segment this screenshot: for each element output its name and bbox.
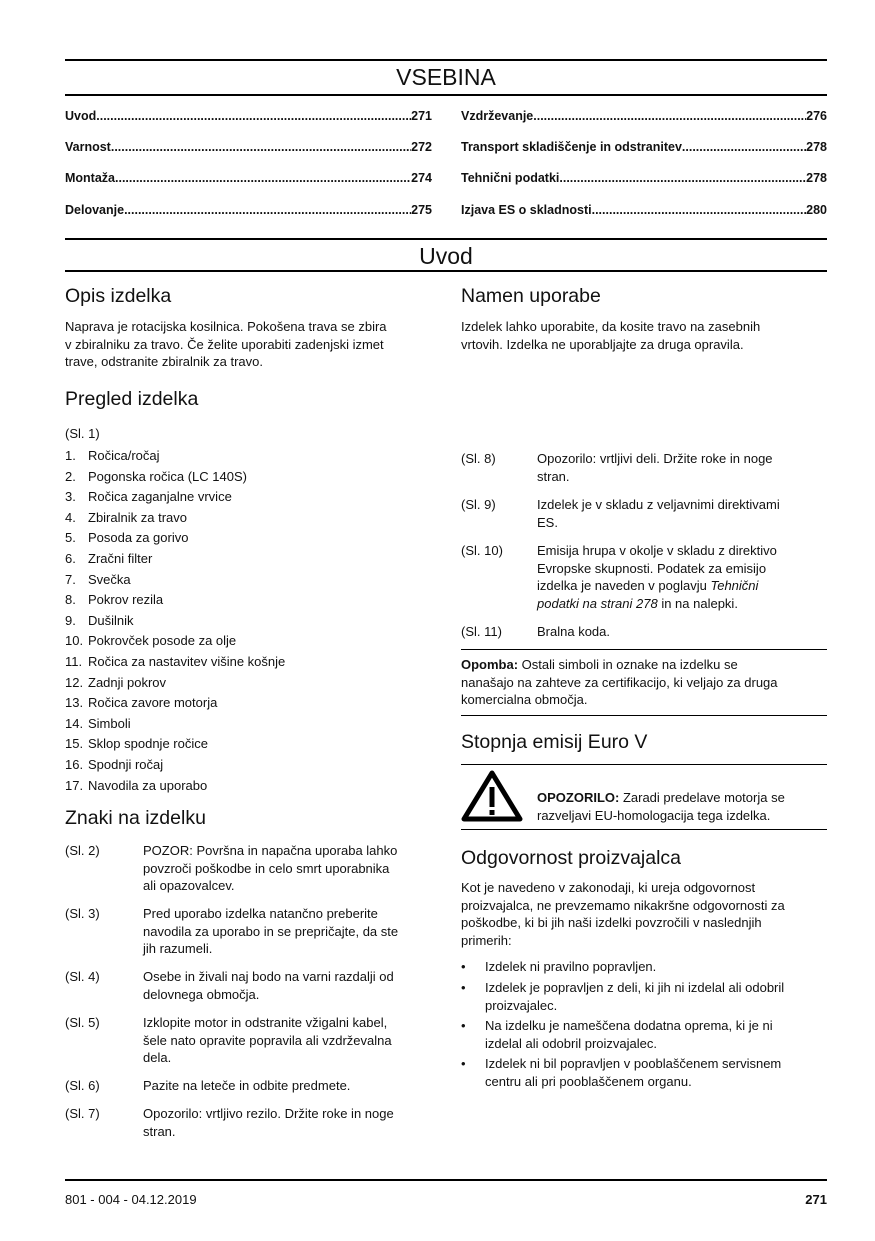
list-item: 12. Zadnji pokrov	[65, 674, 167, 690]
list-item: 7. Svečka	[65, 571, 131, 587]
symbol-row: (Sl. 6) Pazite na leteče in odbite predmete.	[65, 1078, 351, 1093]
footer-rule	[65, 1179, 827, 1181]
toc-entry-varnost[interactable]: Varnost ..... 272	[65, 140, 432, 154]
toc-entry-tehnicni[interactable]: Tehnični podatki ..... 278	[461, 171, 827, 185]
opomba-rule-top	[461, 649, 827, 650]
symbol-row: (Sl. 11) Bralna koda.	[461, 624, 610, 639]
toc-entry-uvod[interactable]: Uvod ..... 271	[65, 109, 432, 123]
opis-heading: Opis izdelka	[65, 285, 172, 307]
list-item: 14. Simboli	[65, 715, 131, 731]
namen-heading: Namen uporabe	[461, 285, 601, 307]
top-rule	[65, 59, 827, 61]
opomba-note: Opomba: Ostali simboli in oznake na izdelku se nanašajo na zahteve za certifikacijo, ki veljajo za druga komercialna območja.	[461, 657, 778, 707]
namen-text: Izdelek lahko uporabite, da kosite travo na zasebnih vrtovih. Izdelka ne uporabljajte za druga opravila.	[461, 319, 761, 352]
symbol-row: (Sl. 9) Izdelek je v skladu z veljavnimi direktivami ES.	[461, 497, 780, 530]
list-item: 17. Navodila za uporabo	[65, 777, 208, 793]
euro-heading: Stopnja emisij Euro V	[461, 731, 648, 753]
list-item: 5. Posoda za gorivo	[65, 530, 189, 546]
symbol-row: (Sl. 3) Pred uporabo izdelka natančno preberite navodila za uporabo in se prepričajte, da ste jih razumeli.	[65, 906, 399, 956]
page-number: 271	[805, 1192, 827, 1207]
toc-entry-montaza[interactable]: Montaža ..... 274	[65, 171, 432, 185]
list-item: 10. Pokrovček posode za olje	[65, 633, 237, 649]
warning-rule-bottom	[461, 829, 827, 830]
toc-title: VSEBINA	[396, 64, 496, 90]
toc-entry-delovanje[interactable]: Delovanje ..... 275	[65, 203, 432, 217]
list-item: 13. Ročica zavore motorja	[65, 695, 218, 711]
symbol-row: (Sl. 4) Osebe in živali naj bodo na varni razdalji od delovnega območja.	[65, 969, 394, 1002]
list-item: 15. Sklop spodnje ročice	[65, 736, 208, 752]
opis-text: Naprava je rotacijska kosilnica. Pokošena trava se zbira v zbiralniku za travo. Če želite uporabiti zadenjski izmet trave, odstranite zbiralnik za travo.	[65, 319, 387, 369]
symbol-row: (Sl. 7) Opozorilo: vrtljivo rezilo. Držite roke in noge stran.	[65, 1106, 394, 1139]
footer-code: 801 - 004 - 04.12.2019	[65, 1192, 197, 1207]
list-item: 1. Ročica/ročaj	[65, 448, 160, 463]
list-item: 4. Zbiralnik za travo	[65, 509, 187, 525]
toc-entry-vzdrzevanje[interactable]: Vzdrževanje ..... 276	[461, 109, 827, 123]
tehnicni-podatki-link[interactable]: podatki na strani 278	[537, 595, 658, 611]
opomba-rule-bottom	[461, 715, 827, 716]
list-item: 8. Pokrov rezila	[65, 592, 164, 608]
list-item: 9. Dušilnik	[65, 612, 134, 628]
section-title: Uvod	[419, 243, 473, 269]
euro-warning: OPOZORILO: Zaradi predelave motorja se razveljavi EU-homologacija tega izdelka.	[537, 790, 785, 823]
symbol-row: (Sl. 10) Emisija hrupa v okolje v skladu z direktivo Evropske skupnosti. Podatek za emisijo izdelka je naveden v poglavju Tehnični podatki na strani 278 in na nalepki.	[461, 543, 777, 611]
warning-icon	[461, 770, 523, 827]
toc-title-rule	[65, 94, 827, 96]
section-rule-bottom	[65, 270, 827, 272]
tehnicni-podatki-link[interactable]: Tehnični	[710, 578, 759, 593]
list-item: 2. Pogonska ročica (LC 140S)	[65, 468, 247, 484]
list-item: 11. Ročica za nastavitev višine košnje	[65, 653, 286, 669]
pregled-heading: Pregled izdelka	[65, 388, 199, 410]
symbol-row: (Sl. 8) Opozorilo: vrtljivi deli. Držite roke in noge stran.	[461, 451, 773, 484]
warning-rule-top	[461, 764, 827, 765]
znaki-heading: Znaki na izdelku	[65, 807, 206, 829]
symbol-row: (Sl. 2) POZOR: Površna in napačna uporaba lahko povzroči poškodbe in celo smrt uporabnika ali opazovalcev.	[65, 843, 398, 893]
toc-entry-transport[interactable]: Transport skladiščenje in odstranitev ..... 278	[461, 140, 827, 154]
odgovornost-heading: Odgovornost proizvajalca	[461, 847, 682, 869]
parts-list	[65, 446, 435, 796]
list-item: • Na izdelku je nameščena dodatna oprema, ki je ni izdelal ali odobril proizvajalec.	[461, 1018, 773, 1051]
section-rule-top	[65, 238, 827, 240]
list-item: 6. Zračni filter	[65, 550, 153, 566]
symbol-row: (Sl. 5) Izklopite motor in odstranite vžigalni kabel, šele nato opravite popravila ali vzdrževalna dela.	[65, 1015, 392, 1065]
pregled-ref: (Sl. 1)	[65, 426, 100, 441]
list-item: • Izdelek ni pravilno popravljen.	[461, 959, 657, 974]
list-item: • Izdelek ni bil popravljen v pooblaščenem servisnem centru ali pri pooblaščenem organu.	[461, 1056, 782, 1089]
list-item: 16. Spodnji ročaj	[65, 756, 164, 772]
list-item: 3. Ročica zaganjalne vrvice	[65, 489, 232, 505]
odgovornost-text: Kot je navedeno v zakonodaji, ki ureja odgovornost proizvajalca, ne prevzemamo nikakršne odgovornosti za poškodbe, ki bi jih naši izdelki povzročili v naslednjih primerih:	[461, 880, 785, 948]
list-item: • Izdelek je popravljen z deli, ki jih ni izdelal ali odobril proizvajalec.	[461, 980, 785, 1013]
toc-entry-izjava[interactable]: Izjava ES o skladnosti ..... 280	[461, 203, 827, 217]
